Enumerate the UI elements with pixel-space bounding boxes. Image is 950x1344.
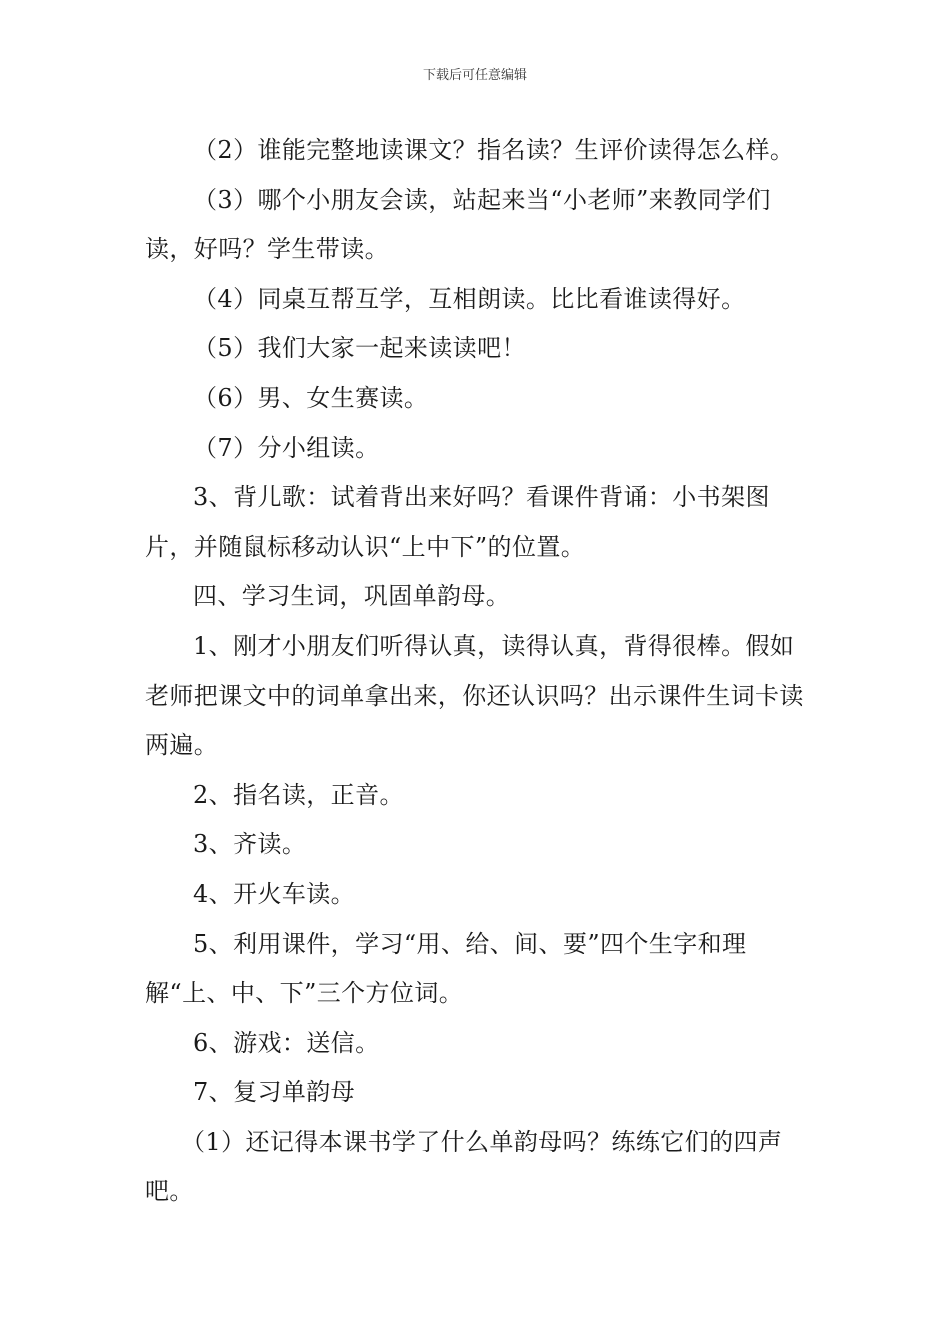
paragraph: 7、复习单韵母 <box>193 1078 356 1107</box>
paragraph: 5、利用课件，学习“用、给、间、要”四个生字和理解“上、中、下”三个方位词。 <box>145 929 747 1008</box>
document-body <box>145 126 807 1217</box>
paragraph: 3、齐读。 <box>193 830 307 859</box>
paragraph: （7）分小组读。 <box>193 433 380 462</box>
paragraph: （6）男、女生赛读。 <box>193 383 429 412</box>
paragraph: （3）哪个小朋友会读，站起来当“小老师”来教同学们读，好吗？学生带读。 <box>145 185 771 264</box>
page-header: 下载后可任意编辑 <box>422 68 527 83</box>
paragraph: （1）还记得本课书学了什么单韵母吗？练练它们的四声吧。 <box>145 1127 783 1206</box>
paragraph: 2、指名读，正音。 <box>193 780 404 809</box>
paragraph: 6、游戏：送信。 <box>193 1028 380 1057</box>
section-heading: 四、学习生词，巩固单韵母。 <box>193 582 511 611</box>
paragraph: 4、开火车读。 <box>193 879 356 908</box>
paragraph: （2）谁能完整地读课文？指名读？生评价读得怎么样。 <box>193 136 795 164</box>
paragraph: （4）同桌互帮互学，互相朗读。比比看谁读得好。 <box>193 284 746 313</box>
paragraph: 3、背儿歌：试着背出来好吗？看课件背诵：小书架图片，并随鼠标移动认识“上中下”的位置。 <box>145 483 770 561</box>
paragraph: （5）我们大家一起来读读吧！ <box>193 334 526 363</box>
paragraph: 1、刚才小朋友们听得认真，读得认真，背得很棒。假如老师把课文中的词单拿出来，你还认识吗？出示课件生词卡读两遍。 <box>145 631 804 760</box>
